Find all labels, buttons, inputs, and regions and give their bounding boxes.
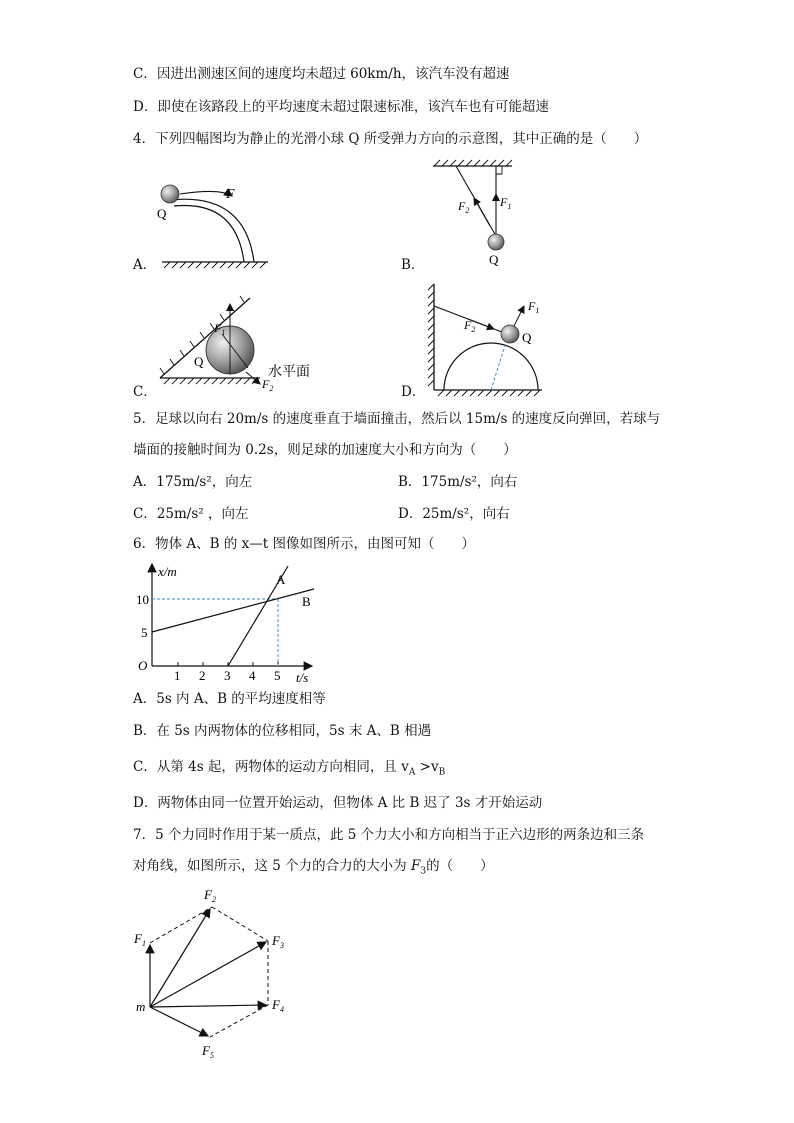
f1-label: $F_1$ <box>528 299 540 315</box>
f1-label: $F_1$ <box>214 321 226 337</box>
f2-label: $F_2$ <box>204 887 216 904</box>
x-tick-3: 3 <box>224 668 231 683</box>
f1-arrow <box>514 306 524 326</box>
q3-option-c: C．因进出测速区间的速度均未超过 60km/h，该汽车没有超速 <box>133 66 510 82</box>
q6-stem: 6．物体 A、B 的 x—t 图像如图所示，由图可知（ ） <box>133 536 475 552</box>
semicircle <box>444 343 538 390</box>
x-axis-label: t/s <box>296 670 309 685</box>
q5-option-c: C．25m/s² ，向左 <box>133 506 249 522</box>
f2-label: $F_2$ <box>464 318 476 334</box>
q5-option-d: D．25m/s²，向右 <box>398 506 510 522</box>
q4-label-b: B． <box>401 257 425 273</box>
line-b <box>152 589 314 632</box>
f3-arrow <box>150 942 266 1007</box>
ball <box>501 325 519 343</box>
f2-arrow <box>150 909 210 1007</box>
f2-arrow <box>474 198 490 226</box>
q4-label-a: A． <box>133 257 157 273</box>
line-a-label: A <box>276 572 286 587</box>
q4-label-c: C． <box>133 384 157 400</box>
f5-arrow <box>150 1007 208 1036</box>
line-b-label: B <box>302 594 311 609</box>
ground-hatch <box>164 378 258 384</box>
ball <box>161 185 179 203</box>
f3-label: $F_3$ <box>272 933 284 950</box>
q4-stem: 4．下列四幅图均为静止的光滑小球 Q 所受弹力方向的示意图，其中正确的是（ ） <box>133 131 648 147</box>
q7-hexagon-figure <box>132 885 302 1060</box>
q6-xt-graph <box>136 560 336 685</box>
q5-option-a: A．175m/s²，向左 <box>133 474 253 490</box>
q4-figure-b <box>428 160 518 270</box>
origin-label: O <box>138 658 148 673</box>
x-tick-5: 5 <box>274 668 281 683</box>
q6-option-d: D．两物体由同一位置开始运动，但物体 A 比 B 迟了 3s 才开始运动 <box>133 795 543 811</box>
x-tick-1: 1 <box>174 668 181 683</box>
ball-label: Q <box>489 252 499 267</box>
ground-hatch <box>164 262 266 268</box>
f4-label: $F_4$ <box>272 997 284 1014</box>
ball-label: Q <box>522 330 532 345</box>
q6-option-c: C．从第 4s 起，两物体的运动方向相同，且 $v_A >v_B$ <box>133 759 446 778</box>
track-outer <box>170 199 254 262</box>
q5-stem-line2: 墙面的接触时间为 0.2s，则足球的加速度大小和方向为（ ） <box>133 442 517 458</box>
force-arrow <box>180 191 232 196</box>
f1-label: $F_1$ <box>500 195 512 211</box>
x-tick-4: 4 <box>249 668 256 683</box>
wall-hatch <box>428 284 434 386</box>
ball-label: Q <box>194 354 204 369</box>
q7-stem-line1: 7．5 个力同时作用于某一质点，此 5 个力大小和方向相当于正六边形的两条边和三条 <box>133 827 645 843</box>
f1-label: $F_1$ <box>134 931 146 948</box>
ceiling-hatch <box>434 160 512 166</box>
q4-figure-d <box>428 282 558 397</box>
f4-arrow <box>150 1005 266 1007</box>
q6-option-a: A．5s 内 A、B 的平均速度相等 <box>133 691 326 707</box>
f2-label: $F_2$ <box>262 377 274 393</box>
q5-option-b: B．175m/s²，向右 <box>398 474 518 490</box>
right-angle-mark <box>496 166 502 174</box>
q4-figure-a <box>150 170 290 270</box>
q5-stem-line1: 5．足球以向右 20m/s 的速度垂直于墙面撞击，然后以 15m/s 的速度反向弹回，若球与 <box>133 411 661 427</box>
q6-option-b: B．在 5s 内两物体的位移相同，5s 末 A、B 相遇 <box>133 723 432 739</box>
f2-label: $F_2$ <box>458 199 470 215</box>
ball <box>488 234 504 250</box>
q4-label-d: D． <box>401 384 426 400</box>
track-inner <box>174 205 244 262</box>
x-tick-2: 2 <box>199 668 206 683</box>
hexagon-dashed-edges <box>150 907 268 1037</box>
q7-stem-line2: 对角线，如图所示，这 5 个力的合力的大小为 $F_3$的（ ） <box>133 858 494 877</box>
q3-option-d: D．即使在该路段上的平均速度未超过限速标准，该汽车也有可能超速 <box>133 99 549 115</box>
ground-label: 水平面 <box>268 365 310 380</box>
f5-label: $F_5$ <box>202 1043 214 1060</box>
q4-figure-c <box>150 290 330 400</box>
y-tick-5: 5 <box>141 625 148 640</box>
ball-label: Q <box>157 206 167 221</box>
force-label: F <box>226 187 235 202</box>
m-label: m <box>136 999 146 1014</box>
y-tick-10: 10 <box>136 592 149 607</box>
ground-hatch <box>438 390 540 396</box>
y-axis-label: x/m <box>158 564 177 579</box>
